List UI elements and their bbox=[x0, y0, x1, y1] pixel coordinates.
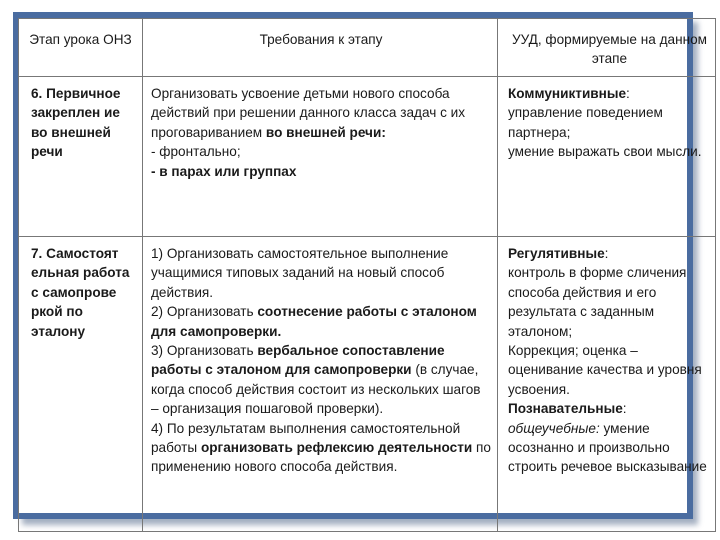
table-row bbox=[19, 77, 716, 237]
uud-cell bbox=[498, 77, 716, 237]
requirement-groups: - в парах или группах bbox=[151, 163, 297, 179]
uud-item: умение выражать свои мысли. bbox=[508, 144, 702, 160]
uud-item: управление поведением партнера; bbox=[508, 105, 663, 140]
uud-item: контроль в форме сличения способа действия и его результата с заданным эталоном; bbox=[508, 265, 687, 339]
uud-heading-tail: : bbox=[622, 401, 627, 417]
requirement-plain: 4) По результатам выполнения самостоятельной работы bbox=[151, 420, 461, 456]
header-requirements: Требования к этапу bbox=[143, 19, 498, 77]
uud-heading-tail: : bbox=[626, 86, 630, 101]
uud-heading-text: Познавательные bbox=[508, 401, 623, 417]
requirement-text bbox=[151, 419, 491, 477]
requirement-plain: 3) Организовать bbox=[151, 343, 258, 359]
requirement-bold: соотнесение работы с эталоном для самопроверки bbox=[151, 304, 477, 339]
requirement-bold: вербальное сопоставление работы с эталоном для самопроверки bbox=[151, 343, 445, 378]
requirement-text bbox=[151, 84, 491, 142]
stage-cell: 7. Самостоят ельная работа с самопрове ркой по эталону bbox=[19, 237, 143, 532]
requirement-bold: во внешней речи bbox=[265, 124, 382, 140]
requirement-plain: 2) Организовать bbox=[151, 304, 258, 320]
requirement-tail: : bbox=[381, 124, 386, 140]
uud-item: Коррекция; оценка – оценивание качества и уровня усвоения. bbox=[508, 343, 702, 397]
uud-heading bbox=[508, 399, 711, 418]
requirements-cell bbox=[143, 237, 498, 532]
requirement-text: 1) Организовать самостоятельное выполнение учащимися типовых заданий на новый способ действия. bbox=[151, 246, 449, 300]
uud-heading-text: Регулятивные bbox=[508, 246, 605, 261]
uud-cell bbox=[498, 237, 716, 532]
uud-heading bbox=[508, 84, 711, 103]
uud-heading bbox=[508, 244, 711, 263]
requirement-frontal: - фронтально; bbox=[151, 144, 241, 160]
uud-item-tail: умение осознанно и произвольно строить речевое высказывание bbox=[508, 420, 707, 475]
requirement-tail: по применению нового способа действия. bbox=[151, 440, 491, 475]
stage-cell: 6. Первичное закреплен ие во внешней речи bbox=[19, 77, 143, 237]
uud-italic: общеучебные: bbox=[508, 420, 600, 436]
requirement-bold: организовать рефлексию деятельности bbox=[200, 440, 473, 456]
requirement-plain: Организовать усвоение детьми нового способа действий при решении данного класса задач с их проговариванием bbox=[151, 86, 466, 140]
requirement-tail: . bbox=[277, 323, 282, 339]
requirement-text bbox=[151, 302, 491, 341]
header-uud: УУД, формируемые на данном этапе bbox=[498, 19, 716, 77]
uud-heading-text: Коммуниктивные bbox=[508, 86, 627, 101]
requirements-cell bbox=[143, 77, 498, 237]
requirement-tail: (в случае, когда способ действия состоит из нескольких шагов – организация пошаговой проверки). bbox=[151, 362, 481, 417]
requirement-text bbox=[151, 341, 491, 419]
uud-item bbox=[508, 419, 711, 477]
table-row bbox=[19, 237, 716, 532]
header-stage: Этап урока ОНЗ bbox=[19, 19, 143, 77]
table-header-row bbox=[19, 19, 716, 77]
lesson-stage-table bbox=[18, 18, 716, 532]
uud-heading-tail: : bbox=[604, 246, 609, 261]
